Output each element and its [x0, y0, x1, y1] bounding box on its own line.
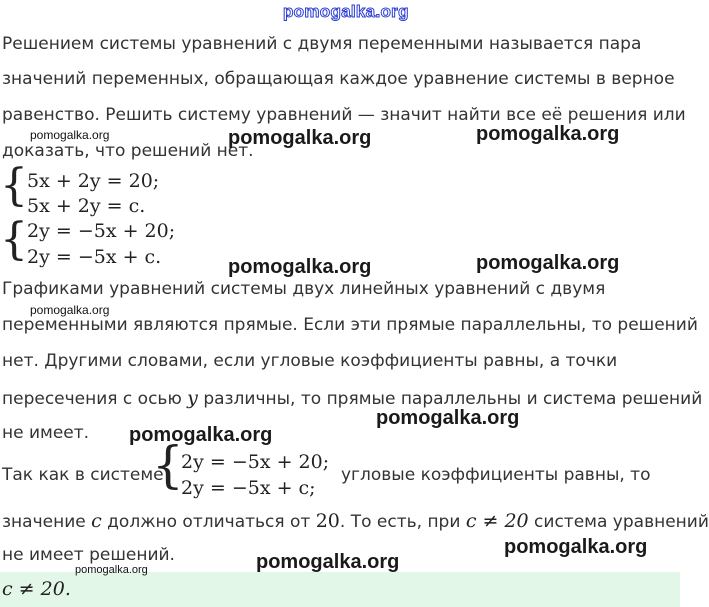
- paragraph-2-line-2: переменными являются прямые. Если эти прямые параллельны, то решений: [2, 315, 698, 335]
- left-brace-icon: {: [0, 214, 28, 265]
- equation: 2y = −5x + c.: [27, 246, 162, 268]
- paragraph-2-line-4: [2, 387, 702, 409]
- watermark: pomogalka.org: [228, 127, 372, 149]
- paragraph-1-line-2: значений переменных, обращающая каждое уравнение системы в верное: [2, 69, 675, 89]
- watermark: pomogalka.org: [504, 536, 648, 558]
- text-fragment: система уравнений: [534, 512, 709, 532]
- answer-value: c ≠ 20.: [2, 578, 71, 600]
- left-brace-icon: {: [152, 436, 184, 494]
- variable-y: y: [187, 387, 198, 409]
- equation: 5x + 2y = 20;: [27, 170, 160, 192]
- equation: 2y = −5x + 20;: [181, 451, 330, 473]
- paragraph-1-line-4: доказать, что решений нет.: [2, 141, 254, 161]
- watermark: pomogalka.org: [476, 123, 620, 145]
- watermark: pomogalka.org: [30, 128, 110, 142]
- watermark: pomogalka.org: [256, 551, 400, 573]
- watermark: pomogalka.org: [129, 424, 273, 446]
- equation: 2y = −5x + 20;: [27, 220, 176, 242]
- paragraph-3-line-2: [2, 510, 709, 532]
- paragraph-3-suffix: угловые коэффициенты равны, то: [341, 465, 651, 485]
- equation: 5x + 2y = c.: [27, 195, 146, 217]
- variable-c: c: [91, 510, 102, 532]
- watermark: pomogalka.org: [75, 564, 148, 576]
- paragraph-1-line-3: равенство. Решить систему уравнений — значит найти все её решения или: [2, 105, 686, 125]
- paragraph-1-line-1: Решением системы уравнений с двумя переменными называется пара: [2, 34, 642, 54]
- answer-box: [0, 572, 680, 607]
- number-20: 20: [315, 510, 340, 532]
- text-fragment: должно отличаться от: [107, 512, 311, 532]
- text-fragment: пересечения с осью: [2, 389, 182, 409]
- condition: c ≠ 20: [465, 510, 529, 532]
- paragraph-3-line-3: не имеет решений.: [2, 545, 175, 565]
- left-brace-icon: {: [0, 160, 28, 211]
- watermark: pomogalka.org: [228, 256, 372, 278]
- text-fragment: различны, то прямые параллельны и система решений: [203, 389, 703, 409]
- paragraph-3-prefix: Так как в системе: [2, 465, 164, 485]
- watermark: pomogalka.org: [30, 303, 110, 317]
- text-fragment: значение: [2, 512, 86, 532]
- watermark: pomogalka.org: [476, 252, 620, 274]
- top-watermark: pomogalka.org: [283, 2, 409, 21]
- paragraph-2-line-1: Графиками уравнений системы двух линейных уравнений с двумя: [2, 279, 606, 299]
- watermark: pomogalka.org: [376, 407, 520, 429]
- paragraph-2-line-3: нет. Другими словами, если угловые коэффициенты равны, а точки: [2, 351, 618, 371]
- equation: 2y = −5x + c;: [181, 477, 316, 499]
- text-fragment: . То есть, при: [339, 512, 461, 532]
- paragraph-2-line-5: не имеет.: [2, 423, 90, 443]
